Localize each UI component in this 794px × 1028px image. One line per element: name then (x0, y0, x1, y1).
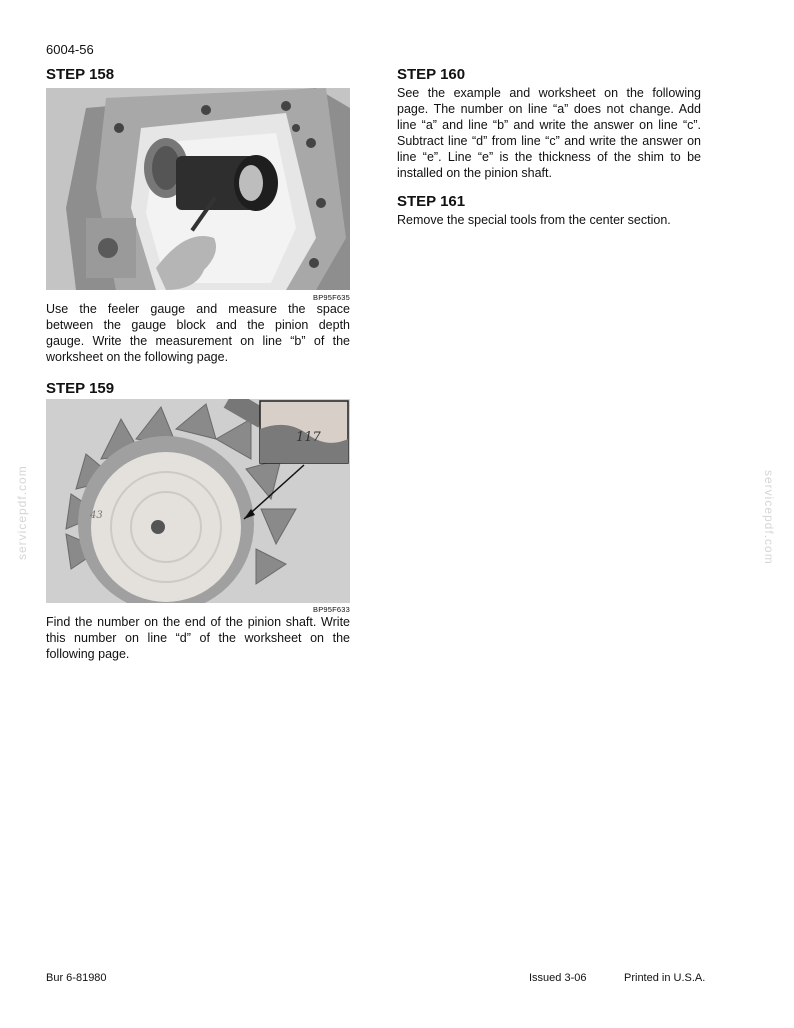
step-160-text-line: line “a” and line “b” and write the answer on line “c”. (397, 118, 701, 132)
step-159-text-line: Find the number on the end of the pinion shaft. Write (46, 615, 350, 629)
step-158-text-line: gauge. Write the measurement on line “b” of the (46, 334, 350, 348)
step-160-text-line: installed on the pinion shaft. (397, 166, 552, 180)
footer-document-number: Bur 6-81980 (46, 972, 107, 984)
watermark-right: servicepdf.com (762, 470, 776, 565)
step-160-text-line: See the example and worksheet on the following (397, 86, 701, 100)
step-159-text-line: following page. (46, 647, 130, 661)
watermark-left: servicepdf.com (15, 465, 29, 560)
step-160-text-line: Subtract line “d” from line “c” and write the answer on (397, 134, 701, 148)
step-160-text (397, 85, 701, 181)
step-161-text (397, 212, 701, 228)
gear-mark: 43 (90, 510, 103, 521)
step-158-text-line: worksheet on the following page. (46, 350, 229, 364)
step-159-title: STEP 159 (46, 380, 115, 397)
step-159-caption: BP95F633 (313, 605, 351, 614)
step-161-title: STEP 161 (397, 193, 466, 210)
step-158-photo (46, 88, 350, 290)
step-158-caption: BP95F635 (313, 293, 351, 302)
footer-printed: Printed in U.S.A. (624, 972, 706, 984)
step-160-text-line: page. The number on line “a” does not change. Add (397, 102, 701, 116)
step-159-text (46, 614, 350, 662)
step-158-text-line: Use the feeler gauge and measure the space (46, 302, 350, 316)
footer-issued: Issued 3-06 (529, 972, 587, 984)
step-159-text-line: this number on line “d” of the worksheet on the (46, 631, 350, 645)
step-160-title: STEP 160 (397, 66, 466, 83)
page-number: 6004-56 (46, 42, 94, 57)
inset-number: 117 (296, 430, 321, 445)
step-158-text (46, 301, 350, 365)
step-161-text-line: Remove the special tools from the center section. (397, 213, 671, 227)
step-160-text-line: line “e”. Line “e” is the thickness of the shim to be (397, 150, 701, 164)
step-158-title: STEP 158 (46, 66, 115, 83)
step-158-text-line: between the gauge block and the pinion depth (46, 318, 350, 332)
